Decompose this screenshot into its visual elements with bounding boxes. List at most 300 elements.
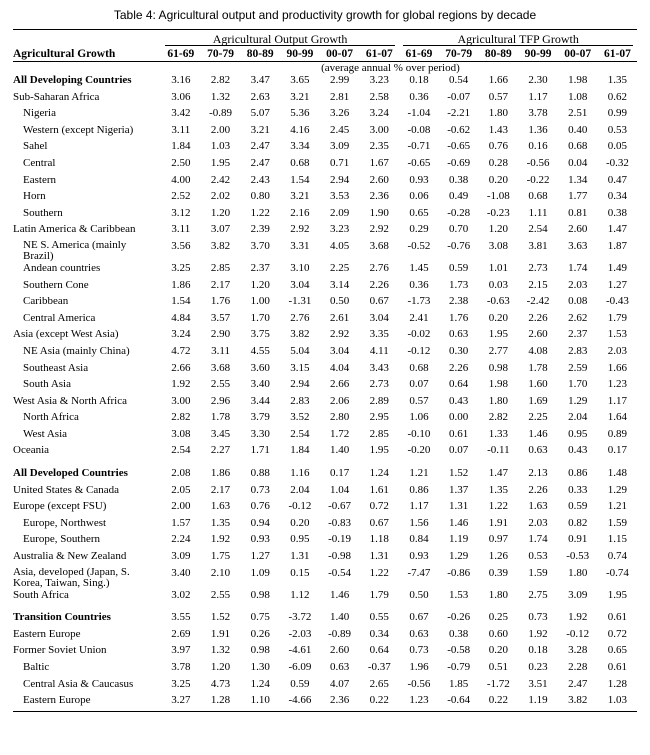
output-value-cell: 3.70 bbox=[250, 239, 270, 252]
tfp-value-cell: 0.22 bbox=[479, 694, 519, 711]
output-value-cell: 1.95 bbox=[210, 156, 231, 169]
output-value-cell: 2.66 bbox=[329, 378, 350, 391]
tfp-value-cell: 0.06 bbox=[409, 190, 429, 203]
tfp-value-cell: 1.78 bbox=[528, 361, 548, 374]
tfp-value-cell: 0.25 bbox=[488, 611, 508, 624]
output-value-cell: 1.35 bbox=[210, 516, 231, 529]
output-value-cell: 3.02 bbox=[171, 588, 191, 601]
tfp-value-cell: 1.47 bbox=[488, 467, 508, 480]
output-value-cell: 3.04 bbox=[329, 344, 350, 357]
tfp-value-cell: 1.96 bbox=[409, 661, 429, 673]
region-label: All Developing Countries bbox=[13, 74, 132, 86]
tfp-value-cell: 1.80 bbox=[488, 588, 508, 601]
output-value-cell: 3.45 bbox=[210, 427, 231, 440]
tfp-value-cell: 1.73 bbox=[449, 278, 469, 291]
tfp-value-cell: 2.30 bbox=[528, 74, 548, 86]
table-row bbox=[13, 279, 637, 296]
tfp-value-cell: 3.78 bbox=[528, 107, 548, 120]
tfp-value-cell: 0.33 bbox=[568, 483, 588, 496]
output-value-cell: 2.47 bbox=[250, 156, 270, 169]
table-row bbox=[13, 567, 637, 589]
tfp-value-cell: -0.43 bbox=[605, 295, 629, 308]
output-value-cell: 1.86 bbox=[171, 278, 191, 291]
tfp-value-cell: 1.11 bbox=[528, 206, 548, 219]
output-value-cell: -0.98 bbox=[328, 550, 352, 563]
region-label: Horn bbox=[23, 190, 46, 203]
output-period-header: 80-89 bbox=[240, 46, 280, 62]
tfp-value-cell: 0.65 bbox=[409, 206, 429, 219]
tfp-value-cell: 1.43 bbox=[488, 123, 508, 136]
output-value-cell: -0.89 bbox=[328, 627, 352, 640]
output-value-cell: 2.36 bbox=[369, 190, 389, 203]
tfp-value-cell: -7.47 bbox=[407, 566, 431, 579]
region-label: Central Asia & Caucasus bbox=[23, 677, 134, 690]
output-value-cell: 3.52 bbox=[290, 411, 310, 424]
output-value-cell: 1.24 bbox=[369, 467, 389, 480]
output-value-cell: 2.39 bbox=[250, 223, 270, 236]
tfp-value-cell: 1.31 bbox=[449, 500, 469, 513]
tfp-value-cell: 3.51 bbox=[528, 677, 548, 690]
output-value-cell: 3.53 bbox=[329, 190, 350, 203]
tfp-value-cell: -0.28 bbox=[447, 206, 471, 219]
output-value-cell: 3.08 bbox=[171, 427, 191, 440]
output-value-cell: 1.09 bbox=[250, 566, 270, 579]
region-label: West Asia bbox=[23, 427, 68, 440]
tfp-value-cell: 0.98 bbox=[488, 361, 508, 374]
tfp-value-cell: 2.77 bbox=[488, 344, 508, 357]
tfp-value-cell: 0.17 bbox=[607, 444, 628, 457]
tfp-value-cell: 1.66 bbox=[607, 361, 628, 374]
tfp-value-cell: 1.45 bbox=[409, 261, 429, 274]
output-value-cell: 4.11 bbox=[369, 344, 389, 357]
tfp-value-cell: 0.65 bbox=[607, 644, 628, 657]
tfp-value-cell: 3.28 bbox=[568, 644, 588, 657]
output-value-cell: 0.63 bbox=[329, 661, 350, 673]
tfp-value-cell: -0.07 bbox=[447, 90, 471, 103]
output-value-cell: 1.22 bbox=[369, 566, 389, 579]
tfp-value-cell: 1.26 bbox=[488, 550, 508, 563]
output-value-cell: -3.72 bbox=[288, 611, 312, 624]
output-value-cell: 1.32 bbox=[210, 644, 231, 657]
output-value-cell: 0.34 bbox=[369, 627, 389, 640]
tfp-value-cell: 0.91 bbox=[568, 533, 588, 546]
tfp-value-cell: -0.02 bbox=[407, 328, 431, 341]
output-value-cell: 0.95 bbox=[290, 533, 310, 546]
output-value-cell: 1.61 bbox=[369, 483, 389, 496]
tfp-value-cell: 1.59 bbox=[528, 566, 548, 579]
output-value-cell: 2.89 bbox=[369, 394, 389, 407]
output-value-cell: 3.56 bbox=[171, 239, 191, 252]
output-value-cell: 1.04 bbox=[329, 483, 350, 496]
output-value-cell: 1.84 bbox=[171, 140, 191, 153]
output-value-cell: 1.57 bbox=[171, 516, 191, 529]
output-value-cell: 2.99 bbox=[329, 74, 350, 86]
tfp-value-cell: -0.12 bbox=[566, 627, 590, 640]
output-value-cell: 0.98 bbox=[250, 644, 270, 657]
region-label: Sahel bbox=[23, 140, 48, 153]
tfp-value-cell: 1.92 bbox=[528, 627, 548, 640]
region-label: Western (except Nigeria) bbox=[23, 123, 134, 136]
output-value-cell: 5.04 bbox=[290, 344, 310, 357]
output-value-cell: 2.00 bbox=[171, 500, 191, 513]
tfp-value-cell: 0.61 bbox=[607, 661, 628, 673]
tfp-value-cell: 2.73 bbox=[528, 261, 548, 274]
table-row bbox=[13, 550, 637, 567]
tfp-value-cell: 1.74 bbox=[528, 533, 548, 546]
tfp-value-cell: 0.76 bbox=[488, 140, 508, 153]
region-label: Nigeria bbox=[23, 107, 56, 120]
tfp-value-cell: 0.57 bbox=[409, 394, 429, 407]
output-value-cell: 3.42 bbox=[171, 107, 191, 120]
output-value-cell: 3.16 bbox=[171, 74, 191, 86]
tfp-value-cell: 0.59 bbox=[568, 500, 588, 513]
region-label: Southern bbox=[23, 206, 63, 219]
tfp-value-cell: 1.33 bbox=[488, 427, 508, 440]
output-value-cell: 2.50 bbox=[171, 156, 191, 169]
tfp-value-cell: 0.82 bbox=[568, 516, 588, 529]
tfp-period-header: 61-07 bbox=[598, 46, 638, 62]
table-row bbox=[13, 644, 637, 661]
tfp-value-cell: 0.39 bbox=[488, 566, 508, 579]
output-value-cell: 2.61 bbox=[329, 311, 350, 324]
output-value-cell: 0.55 bbox=[369, 611, 389, 624]
tfp-value-cell: 0.97 bbox=[488, 533, 508, 546]
output-value-cell: 1.76 bbox=[210, 295, 231, 308]
tfp-value-cell: 2.13 bbox=[528, 467, 548, 480]
output-value-cell: 1.54 bbox=[290, 173, 310, 186]
output-value-cell: 2.24 bbox=[171, 533, 191, 546]
output-value-cell: -6.09 bbox=[288, 661, 312, 673]
tfp-value-cell: 0.53 bbox=[607, 123, 628, 136]
tfp-value-cell: 1.95 bbox=[607, 588, 628, 601]
tfp-value-cell: 0.30 bbox=[449, 344, 469, 357]
tfp-value-cell: 0.20 bbox=[488, 173, 508, 186]
output-value-cell: 3.21 bbox=[290, 190, 310, 203]
output-value-cell: 0.71 bbox=[329, 156, 350, 169]
output-value-cell: 1.20 bbox=[210, 661, 231, 673]
tfp-value-cell: 0.43 bbox=[449, 394, 469, 407]
output-value-cell: 3.34 bbox=[290, 140, 310, 153]
tfp-value-cell: 1.08 bbox=[568, 90, 588, 103]
tfp-value-cell: 1.80 bbox=[488, 394, 508, 407]
output-value-cell: 3.30 bbox=[250, 427, 270, 440]
tfp-value-cell: 1.20 bbox=[488, 223, 508, 236]
output-value-cell: 1.31 bbox=[369, 550, 389, 563]
unit-note: (average annual % over period) bbox=[321, 62, 460, 74]
tfp-value-cell: 3.82 bbox=[558, 694, 598, 711]
output-value-cell: 2.10 bbox=[210, 566, 231, 579]
table-row bbox=[13, 345, 637, 362]
tfp-value-cell: 0.18 bbox=[409, 74, 429, 86]
tfp-value-cell: 0.67 bbox=[409, 611, 429, 624]
tfp-value-cell: 1.35 bbox=[488, 483, 508, 496]
tfp-value-cell: 0.93 bbox=[409, 173, 429, 186]
output-value-cell: 3.00 bbox=[171, 394, 191, 407]
table-row bbox=[13, 444, 637, 461]
tfp-value-cell: 1.87 bbox=[607, 239, 628, 252]
tfp-value-cell: 0.03 bbox=[488, 278, 508, 291]
table-row bbox=[13, 207, 637, 224]
tfp-value-cell: 1.15 bbox=[607, 533, 628, 546]
output-value-cell: 3.15 bbox=[290, 361, 310, 374]
tfp-value-cell: -0.63 bbox=[486, 295, 510, 308]
tfp-value-cell: -0.79 bbox=[447, 661, 471, 673]
output-value-cell: 3.35 bbox=[369, 328, 389, 341]
output-value-cell: 2.85 bbox=[369, 427, 389, 440]
tfp-value-cell: 1.29 bbox=[607, 483, 628, 496]
output-value-cell: 5.07 bbox=[250, 107, 270, 120]
output-value-cell: 3.23 bbox=[369, 74, 389, 86]
output-value-cell: 1.72 bbox=[329, 427, 350, 440]
output-value-cell: 3.82 bbox=[290, 328, 310, 341]
tfp-value-cell: 1.29 bbox=[568, 394, 588, 407]
tfp-value-cell: 3.63 bbox=[568, 239, 588, 252]
output-value-cell: 0.72 bbox=[369, 500, 389, 513]
tfp-period-header: 80-89 bbox=[479, 46, 519, 62]
output-value-cell: 2.60 bbox=[329, 644, 350, 657]
region-label: Central America bbox=[23, 311, 96, 324]
region-label: Central bbox=[23, 156, 56, 169]
tfp-value-cell: 1.91 bbox=[488, 516, 508, 529]
output-period-header: 61-69 bbox=[161, 46, 201, 62]
output-value-cell: 2.36 bbox=[320, 694, 360, 711]
output-value-cell: 2.94 bbox=[329, 173, 350, 186]
tfp-value-cell: 1.27 bbox=[607, 278, 628, 291]
tfp-value-cell: 3.08 bbox=[488, 239, 508, 252]
output-value-cell: 3.09 bbox=[329, 140, 350, 153]
table-row bbox=[13, 223, 637, 240]
tfp-growth-group-header: Agricultural TFP Growth bbox=[399, 32, 637, 46]
output-period-header: 00-07 bbox=[320, 46, 360, 62]
output-value-cell: 3.65 bbox=[290, 74, 310, 86]
output-value-cell: 1.32 bbox=[210, 90, 231, 103]
region-label: Sub-Saharan Africa bbox=[13, 90, 100, 103]
output-value-cell: 2.58 bbox=[369, 90, 389, 103]
tfp-value-cell: 2.41 bbox=[409, 311, 429, 324]
tfp-value-cell: 0.38 bbox=[607, 206, 628, 219]
unit-note-row bbox=[13, 62, 637, 75]
table-row bbox=[13, 174, 637, 191]
tfp-value-cell: 2.59 bbox=[568, 361, 588, 374]
output-value-cell: 1.12 bbox=[290, 588, 310, 601]
output-value-cell: 1.92 bbox=[171, 378, 191, 391]
tfp-value-cell: 1.92 bbox=[568, 611, 588, 624]
table-row bbox=[13, 678, 637, 695]
output-value-cell: 0.26 bbox=[250, 627, 270, 640]
output-value-cell: 3.57 bbox=[210, 311, 231, 324]
output-value-cell: 3.97 bbox=[171, 644, 191, 657]
output-value-cell: 4.05 bbox=[329, 239, 350, 252]
output-value-cell: 2.55 bbox=[210, 588, 231, 601]
output-value-cell: 1.63 bbox=[210, 500, 231, 513]
output-value-cell: 1.27 bbox=[250, 550, 270, 563]
tfp-value-cell: -0.11 bbox=[487, 444, 510, 457]
output-value-cell: 2.52 bbox=[171, 190, 191, 203]
tfp-value-cell: 0.74 bbox=[607, 550, 628, 563]
output-value-cell: 1.18 bbox=[369, 533, 389, 546]
tfp-value-cell: 0.57 bbox=[488, 90, 508, 103]
output-value-cell: 1.20 bbox=[250, 278, 270, 291]
tfp-value-cell: 1.23 bbox=[607, 378, 628, 391]
tfp-value-cell: 0.53 bbox=[528, 550, 548, 563]
output-value-cell: 5.36 bbox=[290, 107, 310, 120]
tfp-value-cell: 0.54 bbox=[449, 74, 469, 86]
tfp-value-cell: 1.53 bbox=[607, 328, 628, 341]
output-value-cell: 2.94 bbox=[290, 378, 310, 391]
table-row bbox=[13, 467, 637, 484]
output-period-header: 70-79 bbox=[201, 46, 241, 62]
output-value-cell: 1.84 bbox=[290, 444, 310, 457]
output-value-cell: 2.82 bbox=[171, 411, 191, 424]
output-value-cell: 3.09 bbox=[171, 550, 191, 563]
output-value-cell: 3.04 bbox=[369, 311, 389, 324]
period-header-row bbox=[13, 46, 637, 62]
region-label: Asia (except West Asia) bbox=[13, 328, 119, 341]
output-value-cell: 0.22 bbox=[359, 694, 399, 711]
tfp-value-cell: 2.03 bbox=[528, 516, 548, 529]
tfp-value-cell: 0.63 bbox=[409, 627, 429, 640]
output-value-cell: 3.11 bbox=[211, 344, 230, 357]
tfp-value-cell: -0.76 bbox=[447, 239, 471, 252]
output-value-cell: 3.40 bbox=[250, 378, 270, 391]
tfp-value-cell: -0.23 bbox=[486, 206, 510, 219]
tfp-value-cell: 1.52 bbox=[449, 467, 469, 480]
table-row bbox=[13, 628, 637, 645]
output-value-cell: 0.93 bbox=[250, 533, 270, 546]
tfp-value-cell: 0.68 bbox=[568, 140, 588, 153]
table-row bbox=[13, 378, 637, 395]
output-value-cell: 3.44 bbox=[250, 394, 270, 407]
output-value-cell: 3.07 bbox=[210, 223, 231, 236]
tfp-value-cell: -0.64 bbox=[439, 694, 479, 711]
output-value-cell: 4.72 bbox=[171, 344, 191, 357]
tfp-value-cell: -0.71 bbox=[407, 140, 431, 153]
region-label: Andean countries bbox=[23, 261, 101, 274]
output-value-cell: 2.02 bbox=[210, 190, 231, 203]
region-label: Australia & New Zealand bbox=[13, 550, 127, 563]
output-value-cell: 3.26 bbox=[329, 107, 350, 120]
output-value-cell: 3.40 bbox=[171, 566, 191, 579]
output-value-cell: 2.05 bbox=[171, 483, 191, 496]
output-value-cell: 0.76 bbox=[250, 500, 270, 513]
output-value-cell: 2.73 bbox=[369, 378, 389, 391]
tfp-value-cell: 0.07 bbox=[409, 378, 429, 391]
output-value-cell: 2.04 bbox=[290, 483, 310, 496]
tfp-value-cell: 2.60 bbox=[528, 328, 548, 341]
table-body bbox=[13, 74, 637, 711]
tfp-value-cell: 2.83 bbox=[568, 344, 588, 357]
tfp-value-cell: 2.38 bbox=[449, 295, 469, 308]
output-value-cell: 2.16 bbox=[290, 206, 310, 219]
tfp-value-cell: 4.08 bbox=[528, 344, 548, 357]
tfp-value-cell: 0.63 bbox=[528, 444, 548, 457]
output-value-cell: 1.91 bbox=[210, 627, 231, 640]
output-value-cell: -0.54 bbox=[328, 566, 352, 579]
tfp-value-cell: 0.73 bbox=[409, 644, 429, 657]
region-label: Former Soviet Union bbox=[13, 644, 107, 657]
tfp-value-cell: -0.74 bbox=[605, 566, 629, 579]
table-row bbox=[13, 484, 637, 501]
output-value-cell: 0.67 bbox=[369, 295, 389, 308]
tfp-value-cell: 1.06 bbox=[409, 411, 429, 424]
output-value-cell: 3.11 bbox=[171, 123, 191, 136]
output-value-cell: 2.85 bbox=[210, 261, 231, 274]
tfp-value-cell: 1.17 bbox=[607, 394, 628, 407]
tfp-period-header: 00-07 bbox=[558, 46, 598, 62]
output-value-cell: 4.00 bbox=[171, 173, 191, 186]
region-label: NE Asia (mainly China) bbox=[23, 344, 130, 357]
tfp-value-cell: 2.62 bbox=[568, 311, 588, 324]
tfp-value-cell: -0.56 bbox=[526, 156, 550, 169]
output-value-cell: -4.66 bbox=[280, 694, 320, 711]
tfp-value-cell: 2.26 bbox=[528, 483, 548, 496]
tfp-value-cell: 0.36 bbox=[409, 90, 429, 103]
tfp-value-cell: 1.98 bbox=[488, 378, 508, 391]
output-value-cell: 3.43 bbox=[369, 361, 389, 374]
table-row bbox=[13, 428, 637, 445]
tfp-value-cell: 1.59 bbox=[607, 516, 628, 529]
output-value-cell: 3.10 bbox=[290, 261, 310, 274]
table-row bbox=[13, 107, 637, 124]
tfp-value-cell: -1.08 bbox=[486, 190, 510, 203]
output-value-cell: 0.68 bbox=[290, 156, 310, 169]
tfp-value-cell: 1.35 bbox=[607, 74, 628, 86]
output-value-cell: 3.21 bbox=[290, 90, 310, 103]
tfp-value-cell: 1.80 bbox=[568, 566, 588, 579]
table-row bbox=[13, 240, 637, 262]
tfp-value-cell: 0.84 bbox=[409, 533, 429, 546]
tfp-period-header: 61-69 bbox=[399, 46, 439, 62]
region-label: Eastern bbox=[23, 173, 56, 186]
tfp-value-cell: 1.17 bbox=[528, 90, 548, 103]
tfp-value-cell: 0.07 bbox=[449, 444, 469, 457]
output-period-header: 90-99 bbox=[280, 46, 320, 62]
tfp-value-cell: 0.50 bbox=[409, 588, 429, 601]
output-value-cell: 1.70 bbox=[250, 311, 270, 324]
tfp-value-cell: 1.36 bbox=[528, 123, 548, 136]
table-row bbox=[13, 533, 637, 550]
tfp-value-cell: 2.04 bbox=[568, 411, 588, 424]
tfp-period-header: 90-99 bbox=[518, 46, 558, 62]
output-value-cell: -1.31 bbox=[288, 295, 312, 308]
output-value-cell: -0.37 bbox=[367, 661, 391, 673]
tfp-value-cell: 1.53 bbox=[449, 588, 469, 601]
tfp-value-cell: 1.22 bbox=[488, 500, 508, 513]
tfp-value-cell: -0.20 bbox=[407, 444, 431, 457]
output-value-cell: 2.00 bbox=[210, 123, 231, 136]
tfp-value-cell: 1.49 bbox=[607, 261, 628, 274]
output-value-cell: 1.92 bbox=[210, 533, 231, 546]
tfp-value-cell: 1.98 bbox=[568, 74, 588, 86]
output-value-cell: 1.24 bbox=[250, 677, 270, 690]
output-value-cell: 3.68 bbox=[369, 239, 389, 252]
table-row bbox=[13, 517, 637, 534]
output-value-cell: 1.95 bbox=[369, 444, 389, 457]
output-value-cell: 2.92 bbox=[329, 328, 350, 341]
region-label: Eastern Europe bbox=[13, 694, 161, 711]
output-value-cell: 3.31 bbox=[290, 239, 310, 252]
table-row bbox=[13, 500, 637, 517]
table-row bbox=[13, 190, 637, 207]
output-value-cell: 2.83 bbox=[290, 394, 310, 407]
tfp-value-cell: 3.81 bbox=[528, 239, 548, 252]
output-value-cell: 1.40 bbox=[329, 444, 350, 457]
output-value-cell: 3.24 bbox=[171, 328, 191, 341]
tfp-value-cell: 0.62 bbox=[607, 90, 628, 103]
output-value-cell: 0.50 bbox=[329, 295, 350, 308]
tfp-value-cell: 0.95 bbox=[568, 427, 588, 440]
tfp-value-cell: 0.43 bbox=[568, 444, 588, 457]
